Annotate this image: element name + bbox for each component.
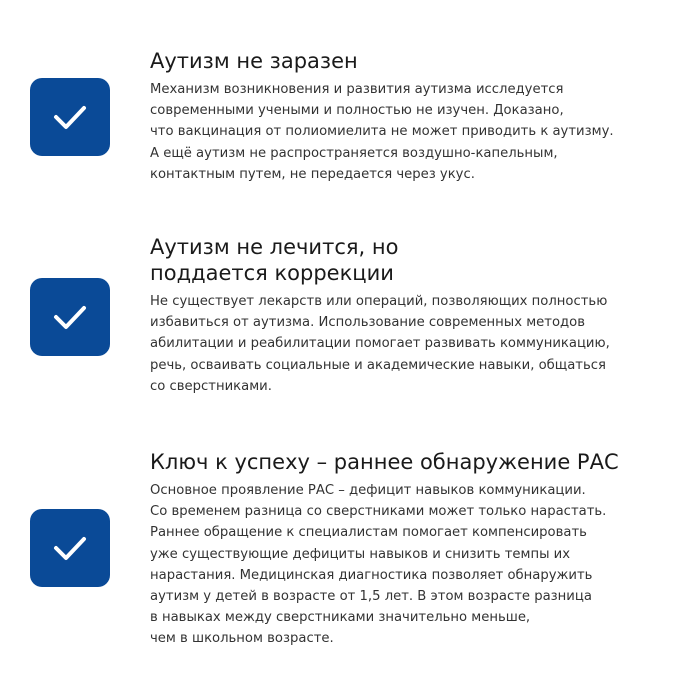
checkmark-badge xyxy=(30,509,110,587)
checkmark-badge xyxy=(30,278,110,356)
fact-title: Аутизм не лечится, но поддается коррекции xyxy=(150,235,399,285)
checkmark-icon xyxy=(50,528,90,568)
checkmark-icon xyxy=(50,297,90,337)
fact-title: Аутизм не заразен xyxy=(150,49,358,73)
fact-text: Механизм возникновения и развития аутизма исследуется современными учеными и полностью не изучен. Доказано, что вакцинация от полиомиелита не может приводить к аутизму. А ещё аутизм не распространяется воздушно-капельным, контактным путем, не передается через укус. xyxy=(150,82,614,182)
fact-text: Основное проявление РАС – дефицит навыков коммуникации. Со временем разница со сверстниками может только нарастать. Раннее обращение к специалистам помогает компенсировать уже существующие дефициты навыков и снизить темпы их нарастания. Медицинская диагностика позволяет обнаружить аутизм у детей в возрасте от 1,5 лет. В этом возрасте разница в навыках между сверстниками значительно меньше, чем в школьном возрасте. xyxy=(150,483,607,647)
fact-title: Ключ к успеху – раннее обнаружение РАС xyxy=(150,450,619,474)
checkmark-badge xyxy=(30,78,110,156)
fact-text: Не существует лекарств или операций, позволяющих полностью избавиться от аутизма. Использование современных методов абилитации и реабилитации помогает развивать коммуникацию, речь, осваивать социальные и академические навыки, общаться со сверстниками. xyxy=(150,294,610,394)
checkmark-icon xyxy=(50,97,90,137)
